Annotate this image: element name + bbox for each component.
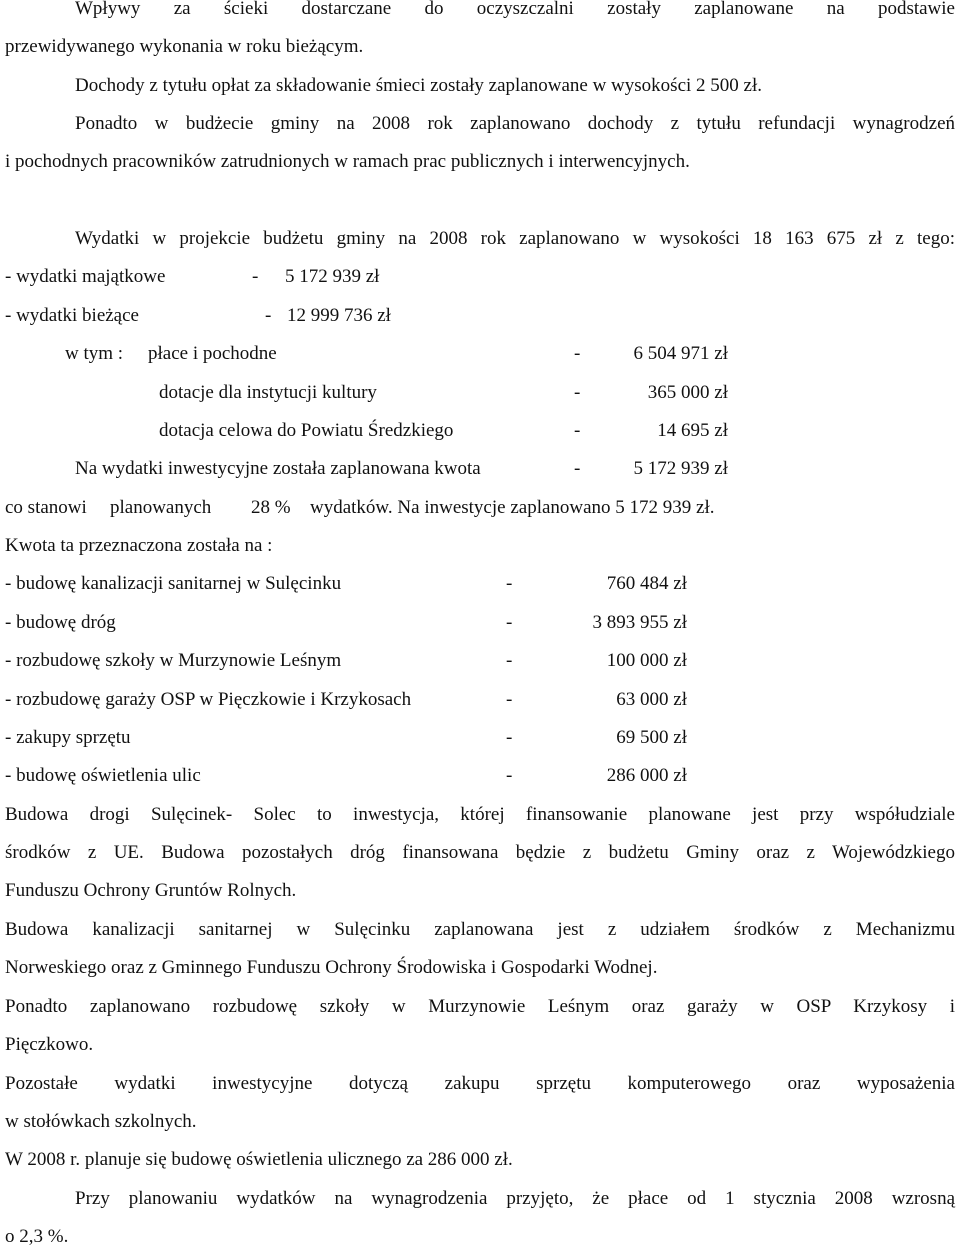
share-b: planowanych: [110, 497, 212, 518]
investment-dash: -: [506, 765, 513, 786]
paragraph-road-line1: Budowa drogi Sulęcinek- Solec to inwestycja, której finansowanie planowane jest przy współudziale: [5, 804, 955, 825]
breakdown-value: 6 504 971 zł: [633, 343, 728, 364]
breakdown-label: dotacja celowa do Powiatu Średzkiego: [159, 420, 454, 441]
investment-label: - budowę oświetlenia ulic: [5, 765, 201, 786]
expense-current-value: 12 999 736 zł: [287, 305, 391, 326]
investment-value: 100 000 zł: [606, 650, 687, 671]
investment-amount-label: Na wydatki inwestycyjne została zaplanowana kwota: [75, 458, 481, 479]
expense-capital-value: 5 172 939 zł: [285, 266, 380, 287]
share-a: co stanowi: [5, 497, 87, 518]
paragraph-salaries-line1: Przy planowaniu wydatków na wynagrodzenia przyjęto, że płace od 1 stycznia 2008 wzrosną: [75, 1188, 955, 1209]
investment-label: - budowę kanalizacji sanitarnej w Sulęcinku: [5, 573, 342, 594]
paragraph-equipment-line2: w stołówkach szkolnych.: [5, 1111, 197, 1132]
investment-label: - zakupy sprzętu: [5, 727, 131, 748]
expense-current-dash: -: [265, 305, 272, 326]
paragraph-expenses-total: Wydatki w projekcie budżetu gminy na 2008 rok zaplanowano w wysokości 18 163 675 zł z tego:: [75, 228, 955, 249]
breakdown-value: 365 000 zł: [647, 382, 728, 403]
investment-dash: -: [506, 727, 513, 748]
paragraph-sewer-line2: Norweskiego oraz z Gminnego Funduszu Ochrony Środowiska i Gospodarki Wodnej.: [5, 957, 658, 978]
investment-intro: Kwota ta przeznaczona została na :: [5, 535, 273, 556]
investment-value: 286 000 zł: [606, 765, 687, 786]
investment-dash: -: [506, 650, 513, 671]
investment-value: 63 000 zł: [616, 689, 687, 710]
paragraph-road-line2: środków z UE. Budowa pozostałych dróg finansowana będzie z budżetu Gminy oraz z Wojewódzkiego: [5, 842, 955, 863]
investment-dash: -: [506, 689, 513, 710]
paragraph-salaries-line2: o 2,3 %.: [5, 1226, 69, 1247]
breakdown-label: dotacje dla instytucji kultury: [159, 382, 377, 403]
investment-amount-dash: -: [574, 458, 581, 479]
share-c: 28 %: [251, 497, 291, 518]
investment-amount-value: 5 172 939 zł: [633, 458, 728, 479]
breakdown-intro: w tym :: [65, 343, 124, 364]
investment-label: - budowę dróg: [5, 612, 116, 633]
breakdown-dash: -: [574, 382, 581, 403]
investment-label: - rozbudowę szkoły w Murzynowie Leśnym: [5, 650, 342, 671]
paragraph-road-line3: Funduszu Ochrony Gruntów Rolnych.: [5, 880, 297, 901]
paragraph-equipment-line1: Pozostałe wydatki inwestycyjne dotyczą zakupu sprzętu komputerowego oraz wyposażenia: [5, 1073, 955, 1094]
paragraph-sewer-line1: Budowa kanalizacji sanitarnej w Sulęcinku zaplanowana jest z udziałem środków z Mechanizmu: [5, 919, 955, 940]
paragraph-refund-line1: Ponadto w budżecie gminy na 2008 rok zaplanowano dochody z tytułu refundacji wynagrodzeń: [75, 113, 955, 134]
investment-value: 3 893 955 zł: [592, 612, 687, 633]
breakdown-label: płace i pochodne: [148, 343, 277, 364]
investment-value: 69 500 zł: [616, 727, 687, 748]
investment-label: - rozbudowę garaży OSP w Pięczkowie i Krzykosach: [5, 689, 412, 710]
paragraph-school-line2: Pięczkowo.: [5, 1034, 94, 1055]
expense-capital-dash: -: [252, 266, 259, 287]
paragraph-school-line1: Ponadto zaplanowano rozbudowę szkoły w Murzynowie Leśnym oraz garaży w OSP Krzykosy i: [5, 996, 955, 1017]
breakdown-value: 14 695 zł: [657, 420, 728, 441]
paragraph-sewage-income-line1: Wpływy za ścieki dostarczane do oczyszczalni zostały zaplanowane na podstawie: [75, 0, 955, 19]
investment-value: 760 484 zł: [606, 573, 687, 594]
share-d: wydatków. Na inwestycje zaplanowano 5 172 939 zł.: [310, 497, 715, 518]
breakdown-dash: -: [574, 420, 581, 441]
expense-current-label: - wydatki bieżące: [5, 305, 139, 326]
paragraph-sewage-income-line2: przewidywanego wykonania w roku bieżącym.: [5, 36, 364, 57]
investment-dash: -: [506, 573, 513, 594]
paragraph-waste-fees: Dochody z tytułu opłat za składowanie śmieci zostały zaplanowane w wysokości 2 500 zł.: [75, 75, 762, 96]
paragraph-refund-line2: i pochodnych pracowników zatrudnionych w ramach prac publicznych i interwencyjnych.: [5, 151, 690, 172]
breakdown-dash: -: [574, 343, 581, 364]
investment-dash: -: [506, 612, 513, 633]
expense-capital-label: - wydatki majątkowe: [5, 266, 166, 287]
paragraph-lighting: W 2008 r. planuje się budowę oświetlenia ulicznego za 286 000 zł.: [5, 1149, 513, 1170]
